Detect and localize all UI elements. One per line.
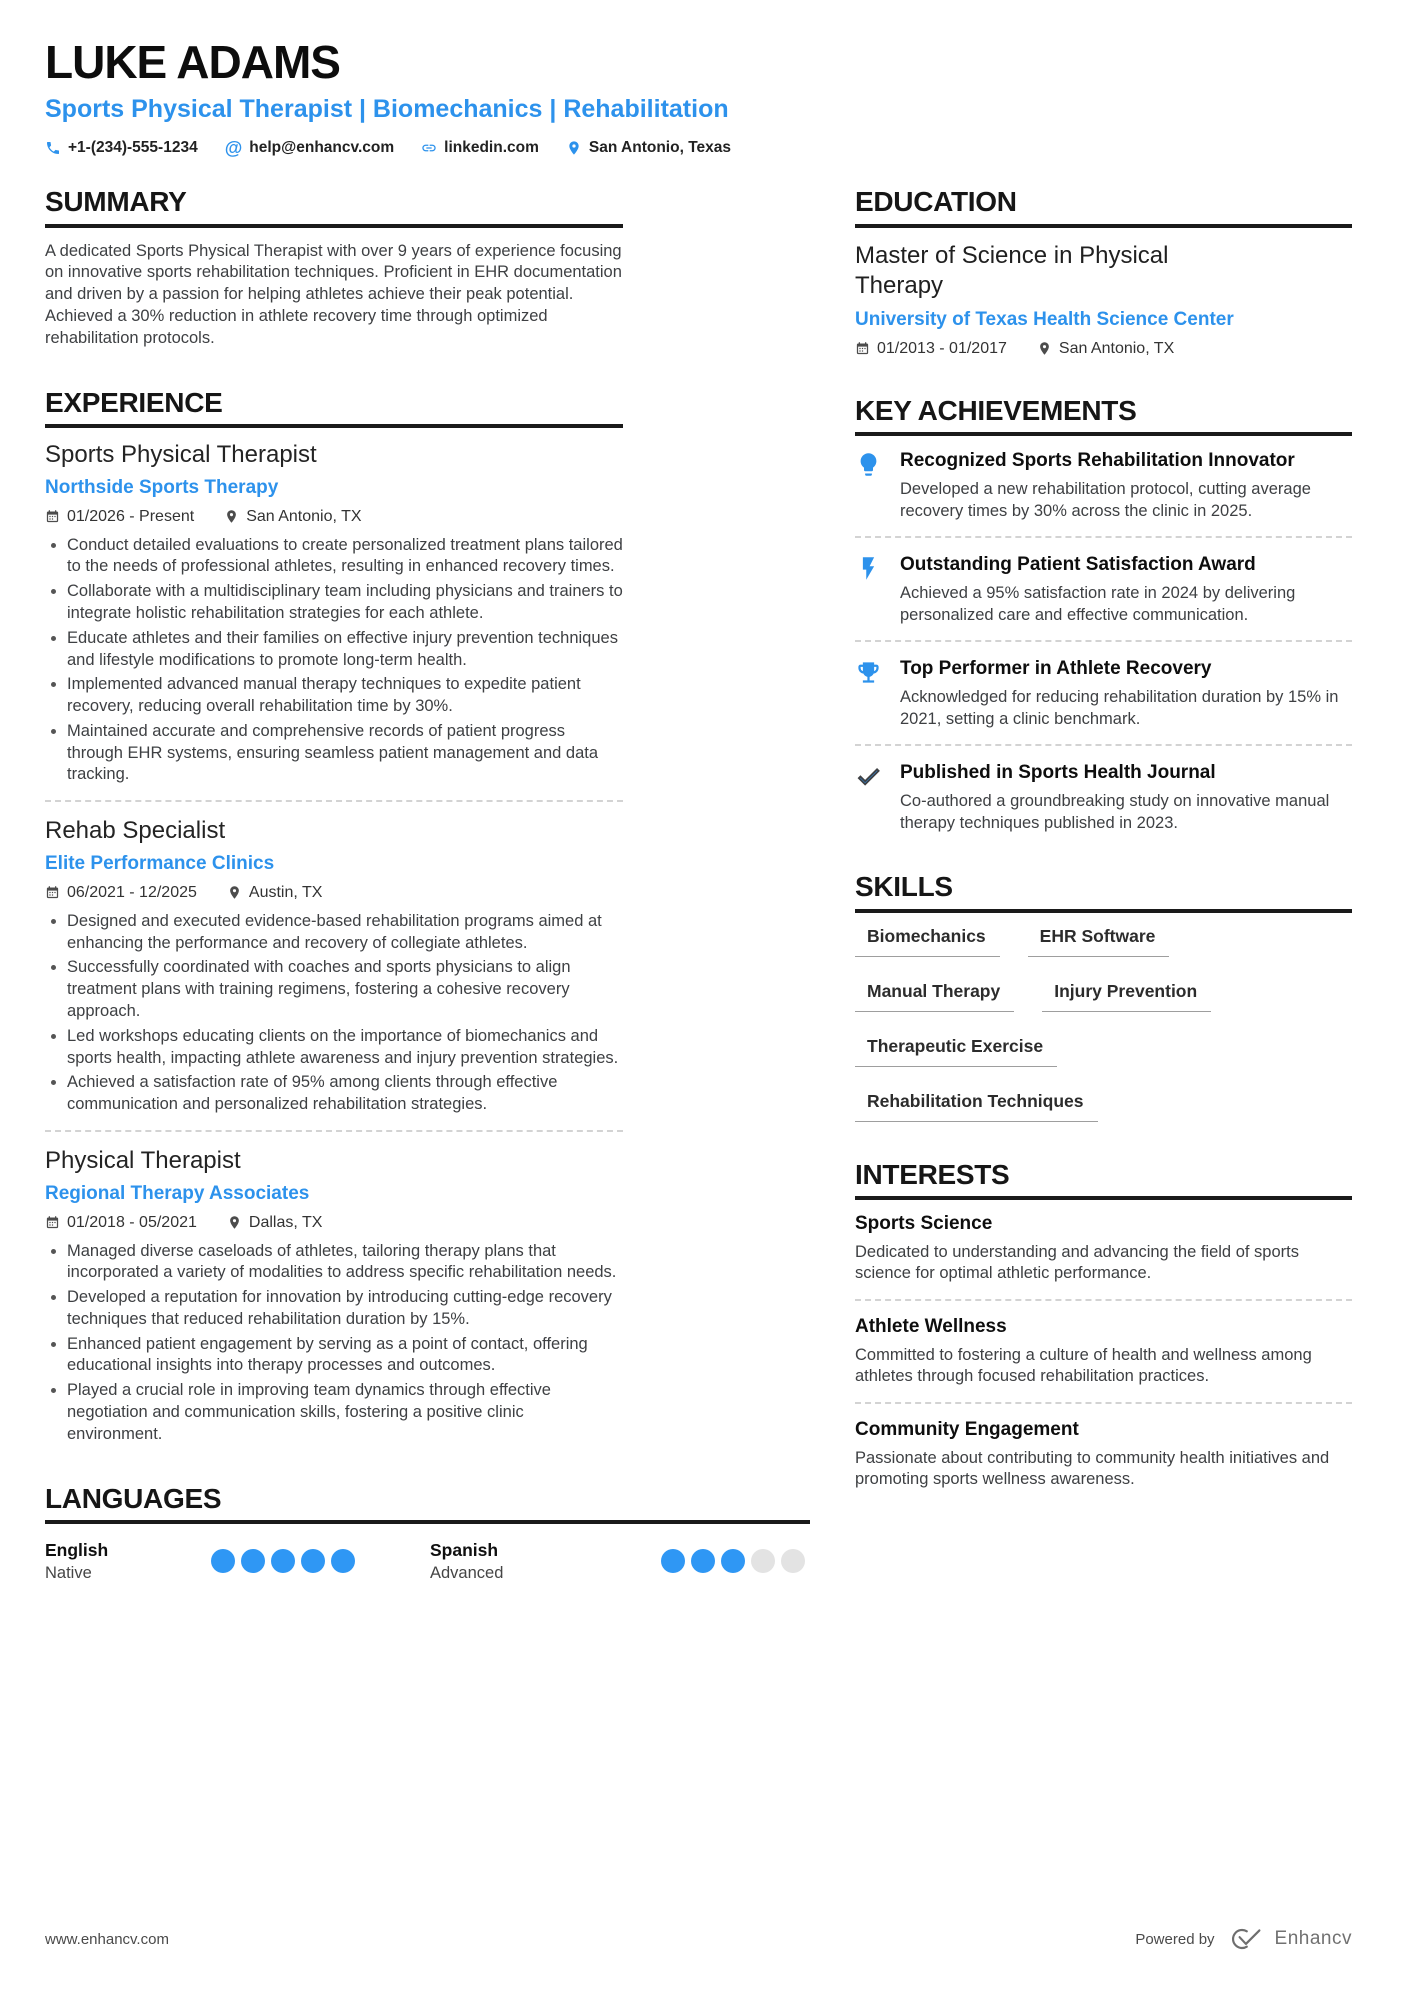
experience-job [45,817,623,1116]
job-separator [45,800,623,802]
job-dates [45,1214,197,1232]
interest-description: Passionate about contributing to community health initiatives and promoting sports wellness awareness. [855,1448,1330,1489]
job-bullet: • Achieved a satisfaction rate of 95% among clients through effective communication and personalized rehabilitation strategies. [67,1072,623,1116]
education-heading: EDUCATION [855,187,1352,227]
calendar-icon [45,885,60,900]
education-meta [855,340,1352,358]
achievements-heading: KEY ACHIEVEMENTS [855,396,1352,436]
powered-by[interactable] [1135,1927,1352,1951]
interest-title: Community Engagement [855,1418,1079,1440]
skills-heading: SKILLS [855,872,1352,912]
contact-website[interactable] [421,139,539,157]
job-bullet: • Enhanced patient engagement by serving as a point of contact, offering educational insights into therapy processes and outcomes. [67,1334,623,1378]
interests-heading: INTERESTS [855,1160,1352,1200]
achievement-description: Achieved a 95% satisfaction rate in 2024 by delivering personalized care and effective communication. [900,584,1296,624]
education-location [1037,340,1174,358]
proficiency-dot-filled [721,1549,745,1573]
job-meta [45,1214,623,1232]
language-proficiency-dots [661,1549,805,1573]
achievement-title: Published in Sports Health Journal [900,762,1216,784]
proficiency-dot-filled [271,1549,295,1573]
languages-row [45,1540,810,1583]
job-bullets [45,911,623,1116]
interest-separator [855,1402,1352,1404]
skill-item: Rehabilitation Techniques [855,1091,1098,1122]
contact-phone [45,139,198,157]
job-bullet: • Led workshops educating clients on the importance of biomechanics and sports health, impacting athlete awareness and injury prevention strategies. [67,1026,623,1070]
proficiency-dot-filled [691,1549,715,1573]
proficiency-dot-empty [751,1549,775,1573]
achievement-description: Developed a new rehabilitation protocol, cutting average recovery times by 30% across the clinic in 2025. [900,480,1311,520]
languages-section [45,1484,810,1583]
job-dates [45,508,194,526]
job-dates-text: 01/2026 - Present [67,507,195,525]
job-company: Regional Therapy Associates [45,1182,310,1204]
achievement-title: Recognized Sports Rehabilitation Innovator [900,450,1295,472]
proficiency-dot-empty [781,1549,805,1573]
achievement-title: Outstanding Patient Satisfaction Award [900,554,1256,576]
job-bullet: • Played a crucial role in improving team dynamics through effective negotiation and communication skills, fostering a positive clinic environment. [67,1380,623,1445]
interest-item [855,1316,1352,1388]
calendar-icon [45,509,60,524]
checkmark-icon [855,763,882,790]
interest-separator [855,1299,1352,1301]
interest-title: Athlete Wellness [855,1315,1007,1337]
job-dates-text: 01/2018 - 05/2021 [67,1213,197,1231]
proficiency-dot-filled [301,1549,325,1573]
education-location-text: San Antonio, TX [1058,339,1175,357]
experience-heading: EXPERIENCE [45,388,623,428]
skill-item: Manual Therapy [855,981,1014,1012]
job-company: Elite Performance Clinics [45,852,275,874]
job-location-text: Austin, TX [248,883,323,901]
proficiency-dot-filled [331,1549,355,1573]
achievement-item [855,449,1352,522]
location-icon [227,885,242,900]
skill-item: Biomechanics [855,926,1000,957]
school-name: University of Texas Health Science Center [855,308,1234,330]
job-bullet: • Conduct detailed evaluations to create personalized treatment plans tailored to the needs of professional athletes, resulting in enhanced recovery times. [67,535,623,579]
job-separator [45,1130,623,1132]
language-level: Native [45,1563,92,1582]
job-bullet: • Maintained accurate and comprehensive records of patient progress through EHR systems, ensuring seamless patient management and data tracking. [67,721,623,786]
job-bullet: • Designed and executed evidence-based rehabilitation programs aimed at enhancing the performance and recovery of collegiate athletes. [67,911,623,955]
languages-heading: LANGUAGES [45,1484,810,1524]
job-meta [45,884,623,902]
job-bullet: • Successfully coordinated with coaches and sports physicians to align treatment plans with training regimens, fostering a cohesive recovery approach. [67,957,623,1022]
job-bullet: • Collaborate with a multidisciplinary team including physicians and trainers to integrate holistic rehabilitation strategies for each athlete. [67,581,623,625]
location-text: San Antonio, Texas [588,139,731,157]
interest-item [855,1213,1352,1285]
job-bullet: • Educate athletes and their families on effective injury prevention techniques and lifestyle modifications to promote long-term health. [67,628,623,672]
job-bullet: • Implemented advanced manual therapy techniques to expedite patient recovery, reducing overall rehabilitation time by 30%. [67,674,623,718]
interest-description: Committed to fostering a culture of health and wellness among athletes through focused rehabilitation practices. [855,1345,1312,1386]
job-company: Northside Sports Therapy [45,476,279,498]
experience-section [45,388,623,1446]
achievement-item [855,657,1352,730]
language-level: Advanced [430,1563,504,1582]
summary-text: A dedicated Sports Physical Therapist with over 9 years of experience focusing on innovative sports rehabilitation techniques. Proficient in EHR documentation and driven by a passion for helping athletes achieve their peak potential. Achieved a 30% reduction in athlete recovery time through optimized rehabilitation protocols. [45,241,622,347]
email-address[interactable]: help@enhancv.com [249,139,395,157]
job-location [224,508,361,526]
job-location [227,1214,323,1232]
calendar-icon [45,1215,60,1230]
summary-section [45,187,623,349]
education-dates-text: 01/2013 - 01/2017 [877,339,1007,357]
lightbulb-icon [855,451,882,478]
job-bullets [45,535,623,786]
achievement-separator [855,640,1352,642]
job-meta [45,508,623,526]
achievements-section [855,396,1352,835]
interest-item [855,1419,1352,1491]
enhancv-brand-name: Enhancv [1274,1928,1352,1949]
skill-item: Therapeutic Exercise [855,1036,1057,1067]
enhancv-logo-icon [1227,1927,1263,1951]
achievement-description: Acknowledged for reducing rehabilitation duration by 15% in 2021, setting a clinic benchmark. [900,688,1339,728]
phone-number: +1-(234)-555-1234 [68,139,198,157]
achievement-title: Top Performer in Athlete Recovery [900,658,1212,680]
language-proficiency-dots [211,1549,355,1573]
interest-description: Dedicated to understanding and advancing the field of sports science for optimal athletic performance. [855,1243,1299,1283]
skills-section [855,872,1352,1121]
language-item [45,1540,355,1583]
language-item [430,1540,805,1583]
achievement-item [855,553,1352,626]
person-headline: Sports Physical Therapist | Biomechanics | Rehabilitation [45,95,729,124]
job-bullet: • Managed diverse caseloads of athletes, tailoring therapy plans that incorporated a variety of modalities to address specific rehabilitation needs. [67,1241,623,1285]
achievement-separator [855,744,1352,746]
person-name: LUKE ADAMS [45,36,340,88]
experience-job [45,1147,623,1446]
interests-section [855,1160,1352,1491]
job-title: Sports Physical Therapist [45,440,317,468]
job-dates-text: 06/2021 - 12/2025 [67,883,197,901]
language-name: Spanish [430,1539,499,1560]
website-url[interactable]: linkedin.com [444,139,539,157]
skill-item: EHR Software [1028,926,1170,957]
job-dates [45,884,197,902]
experience-job [45,441,623,786]
trophy-icon [855,659,882,686]
phone-icon [45,140,61,156]
job-location-text: San Antonio, TX [246,507,362,525]
achievement-description: Co-authored a groundbreaking study on innovative manual therapy techniques published in 2023. [900,792,1330,832]
skill-item: Injury Prevention [1042,981,1211,1012]
language-name: English [45,1539,109,1560]
job-bullets [45,1241,623,1446]
resume-header [45,38,1352,157]
location-icon [1037,341,1052,356]
enhancv-url[interactable]: www.enhancv.com [45,1930,169,1948]
proficiency-dot-filled [661,1549,685,1573]
contact-email[interactable] [225,139,394,157]
interest-title: Sports Science [855,1213,993,1235]
job-title: Rehab Specialist [45,817,226,845]
proficiency-dot-filled [211,1549,235,1573]
page-footer [45,1927,1352,1951]
education-dates [855,340,1007,358]
calendar-icon [855,341,870,356]
lightning-icon [855,555,882,582]
education-section [855,187,1352,357]
powered-by-label: Powered by [1135,1930,1215,1948]
achievement-separator [855,536,1352,538]
job-bullet: • Developed a reputation for innovation by introducing cutting-edge recovery techniques that reduced rehabilitation duration by 15%. [67,1287,623,1331]
job-location [227,884,323,902]
contact-location [566,139,731,157]
job-location-text: Dallas, TX [248,1213,323,1231]
job-title: Physical Therapist [45,1146,241,1174]
link-icon [421,140,437,156]
email-icon: @ [224,138,243,159]
summary-heading: SUMMARY [45,187,623,227]
degree-title: Master of Science in Physical Therapy [855,241,1169,299]
location-icon [566,140,582,156]
achievement-item [855,761,1352,834]
proficiency-dot-filled [241,1549,265,1573]
contact-row [45,139,1352,157]
location-icon [224,509,239,524]
location-icon [227,1215,242,1230]
